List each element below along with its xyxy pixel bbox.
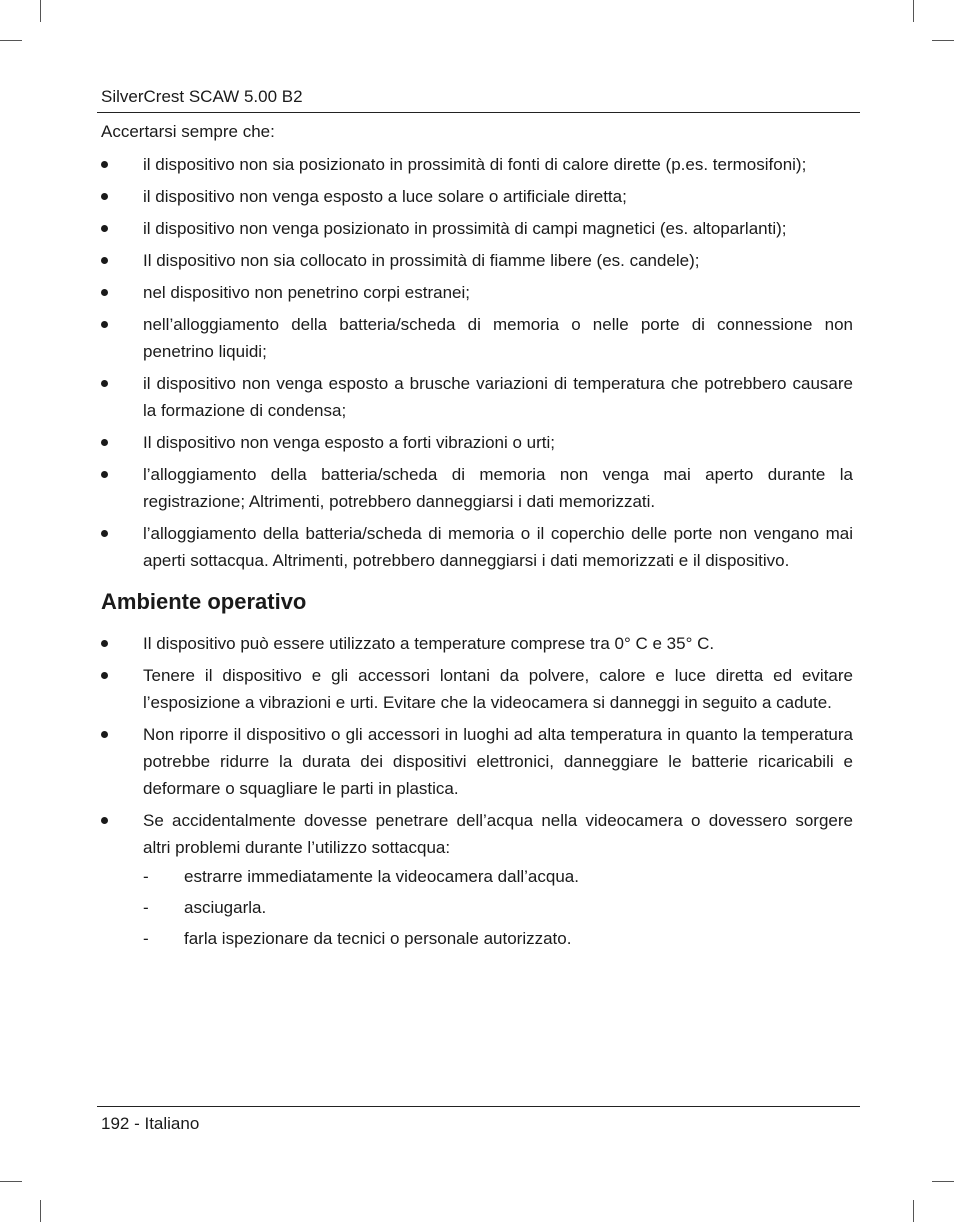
page-header — [97, 86, 860, 113]
dash-marker: - — [143, 898, 149, 917]
section-heading: Ambiente operativo — [101, 589, 307, 614]
precautions-list — [101, 151, 853, 574]
header-title: SilverCrest SCAW 5.00 B2 — [101, 87, 303, 106]
crop-mark — [932, 1181, 954, 1182]
crop-mark — [913, 1200, 914, 1222]
operating-environment-list — [101, 630, 853, 952]
crop-mark — [913, 0, 914, 22]
list-item: Il dispositivo non venga esposto a forti vibrazioni o urti; — [143, 433, 556, 452]
dash-marker: - — [143, 929, 149, 948]
intro-text: Accertarsi sempre che: — [101, 122, 275, 141]
list-item: - asciugarla. — [143, 894, 853, 921]
list-item: l’alloggiamento della batteria/scheda di memoria non venga mai aperto durante la registrazione; Altrimenti, potrebbero danneggiarsi i dati memorizzati. — [143, 465, 853, 511]
page-content — [101, 118, 853, 957]
list-item: nel dispositivo non penetrino corpi estranei; — [143, 283, 470, 302]
list-item: Tenere il dispositivo e gli accessori lontani da polvere, calore e luce diretta ed evitare l’esposizione a vibrazioni e urti. Evitare che la videocamera si danneggi in seguito a cadute. — [143, 666, 853, 712]
list-item: l’alloggiamento della batteria/scheda di memoria o il coperchio delle porte non vengano mai aperti sottacqua. Altrimenti, potrebbero danneggiarsi i dati memorizzati e il dispositivo. — [143, 524, 853, 570]
list-item: Il dispositivo non sia collocato in prossimità di fiamme libere (es. candele); — [143, 251, 700, 270]
crop-mark — [40, 0, 41, 22]
crop-mark — [0, 1181, 22, 1182]
crop-mark — [0, 40, 22, 41]
list-item: nell’alloggiamento della batteria/scheda di memoria o nelle porte di connessione non penetrino liquidi; — [143, 315, 853, 361]
page-footer — [97, 1106, 860, 1135]
list-item: il dispositivo non venga posizionato in prossimità di campi magnetici (es. altoparlanti); — [143, 219, 787, 238]
list-item: Il dispositivo può essere utilizzato a temperature comprese tra 0° C e 35° C. — [143, 634, 715, 653]
list-item: - estrarre immediatamente la videocamera dall’acqua. — [143, 863, 853, 890]
list-item: il dispositivo non sia posizionato in prossimità di fonti di calore dirette (p.es. termosifoni); — [143, 155, 807, 174]
water-steps-list — [143, 863, 853, 952]
crop-mark — [932, 40, 954, 41]
list-item: Non riporre il dispositivo o gli accessori in luoghi ad alta temperatura in quanto la temperatura potrebbe ridurre la durata dei dispositivi elettronici, danneggiare le batterie ricaricabili e deformare o squagliare le parti in plastica. — [143, 725, 853, 798]
list-item: - farla ispezionare da tecnici o personale autorizzato. — [143, 925, 853, 952]
list-item: il dispositivo non venga esposto a brusche variazioni di temperatura che potrebbero causare la formazione di condensa; — [143, 374, 853, 420]
list-item: il dispositivo non venga esposto a luce solare o artificiale diretta; — [143, 187, 627, 206]
list-item: Se accidentalmente dovesse penetrare dell’acqua nella videocamera o dovessero sorgere altri problemi durante l’utilizzo sottacqua: - estrarre immediatamente la videocamera dall’acqua. - asciugarla. - farla ispezionare da tecnici o personale autorizzato. — [101, 807, 853, 952]
dash-marker: - — [143, 867, 149, 886]
page-number: 192 - Italiano — [101, 1114, 200, 1133]
crop-mark — [40, 1200, 41, 1222]
